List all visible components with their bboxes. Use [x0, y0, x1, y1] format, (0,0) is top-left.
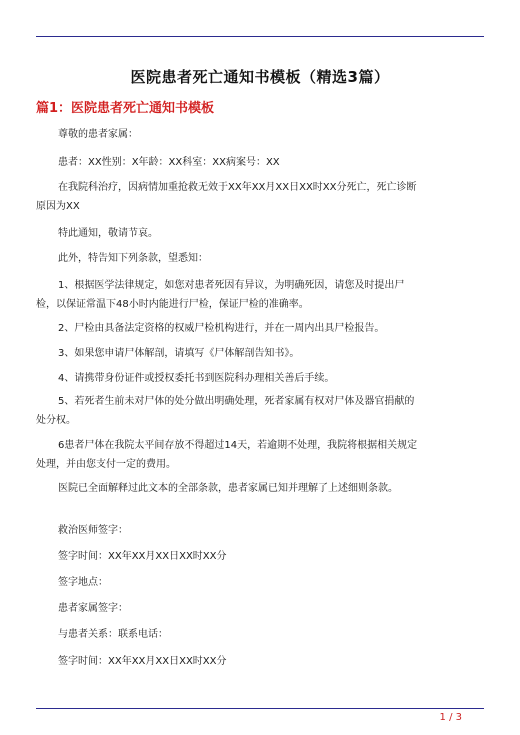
- paragraph: 特此通知，敬请节哀。: [58, 228, 158, 239]
- signature-line-doctor: 救治医师签字：: [58, 525, 128, 536]
- paragraph: 3、如果您申请尸体解剖，请填写《尸体解剖告知书》。: [58, 348, 300, 359]
- signature-line-family: 患者家属签字：: [58, 603, 128, 614]
- paragraph: 4、请携带身份证件或授权委托书到医院科办理相关善后手续。: [58, 373, 335, 384]
- signature-line-place: 签字地点：: [58, 577, 108, 588]
- header-rule: [36, 36, 484, 37]
- paragraph: 6患者尸体在我院太平间存放不得超过14天，若逾期不处理，我院将根据相关规定处理，并由您支付一定的费用。: [36, 440, 418, 470]
- paragraph: 1、根据医学法律规定，如您对患者死因有异议，为明确死因，请您及时提出尸检，以保证常温下48小时内能进行尸检，保证尸检的准确率。: [36, 280, 405, 310]
- relationship-phone-line: 与患者关系：联系电话：: [58, 629, 168, 640]
- section-heading: 篇1：医院患者死亡通知书模板: [36, 101, 215, 116]
- paragraph: 在我院科治疗，因病情加重抢救无效于XX年XX月XX日XX时XX分死亡，死亡诊断原因为XX: [36, 182, 417, 212]
- signature-line-time: 签字时间：XX年XX月XX日XX时XX分: [58, 551, 227, 562]
- paragraph: 此外，特告知下列条款，望悉知：: [58, 253, 208, 264]
- paragraph: 医院已全面解释过此文本的全部条款，患者家属已知并理解了上述细则条款。: [58, 483, 398, 494]
- paragraph: 5、若死者生前未对尸体的处分做出明确处理，死者家属有权对尸体及器官捐献的处分权。: [36, 396, 415, 426]
- paragraph: 2、尸检由具备法定资格的权威尸检机构进行，并在一周内出具尸检报告。: [58, 323, 385, 334]
- footer-rule: [36, 708, 484, 709]
- paragraph: 患者：XX性别：X年龄：XX科室：XX病案号：XX: [58, 157, 280, 168]
- page-indicator: 1 / 3: [439, 712, 462, 723]
- signature-line-time: 签字时间：XX年XX月XX日XX时XX分: [58, 656, 227, 667]
- paragraph: 尊敬的患者家属：: [58, 129, 138, 140]
- document-title: 医院患者死亡通知书模板（精选3篇）: [130, 68, 390, 86]
